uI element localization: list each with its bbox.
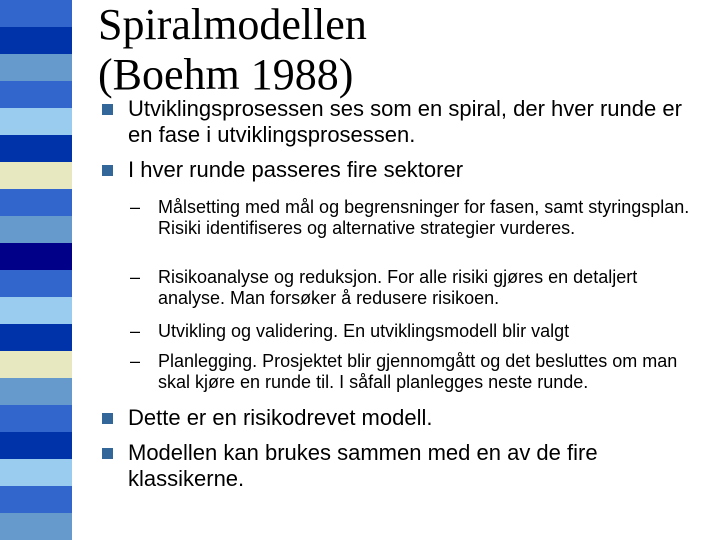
stripe-block <box>0 108 72 135</box>
stripe-block <box>0 216 72 243</box>
bullet-text: Utviklingsprosessen ses som en spiral, der hver runde er en fase i utviklingsprosessen. <box>128 96 682 147</box>
sub-bullet-text: Utvikling og validering. En utviklingsmodell blir valgt <box>158 321 570 341</box>
stripe-block <box>0 270 72 297</box>
bullet-text: Dette er en risikodrevet modell. <box>128 405 433 430</box>
stripe-block <box>0 189 72 216</box>
stripe-block <box>0 243 72 270</box>
dash-marker: – <box>130 197 141 217</box>
dash-marker: – <box>130 321 141 341</box>
stripe-block <box>0 0 72 27</box>
bullet-text: Modellen kan brukes sammen med en av de fire klassikerne. <box>128 440 598 491</box>
sub-bullet-text: Målsetting med mål og begrensninger for fasen, samt styringsplan. Risiki identifiseres og alternative strategier vurderes. <box>158 197 690 238</box>
square-bullet-icon <box>102 104 113 115</box>
stripe-block <box>0 324 72 351</box>
stripe-block <box>0 378 72 405</box>
stripe-block <box>0 405 72 432</box>
title-line-1: Spiralmodellen <box>98 0 367 49</box>
stripe-block <box>0 351 72 378</box>
square-bullet-icon <box>102 165 113 176</box>
square-bullet-icon <box>102 448 113 459</box>
stripe-block <box>0 459 72 486</box>
dash-marker: – <box>130 351 141 371</box>
bullet-text: I hver runde passeres fire sektorer <box>128 157 464 182</box>
stripe-block <box>0 135 72 162</box>
dash-marker: – <box>130 267 141 287</box>
sub-bullet-text: Planlegging. Prosjektet blir gjennomgått og det besluttes om man skal kjøre en runde til. I såfall planlegges neste runde. <box>158 351 678 392</box>
stripe-block <box>0 27 72 54</box>
decorative-stripe <box>0 0 72 540</box>
stripe-block <box>0 486 72 513</box>
stripe-block <box>0 513 72 540</box>
stripe-block <box>0 432 72 459</box>
stripe-block <box>0 297 72 324</box>
stripe-block <box>0 162 72 189</box>
stripe-block <box>0 81 72 108</box>
stripe-block <box>0 54 72 81</box>
title-line-2: (Boehm 1988) <box>98 50 354 99</box>
sub-bullet-text: Risikoanalyse og reduksjon. For alle risiki gjøres en detaljert analyse. Man forsøker å redusere risikoen. <box>158 267 638 308</box>
slide-title <box>98 0 698 100</box>
square-bullet-icon <box>102 413 113 424</box>
